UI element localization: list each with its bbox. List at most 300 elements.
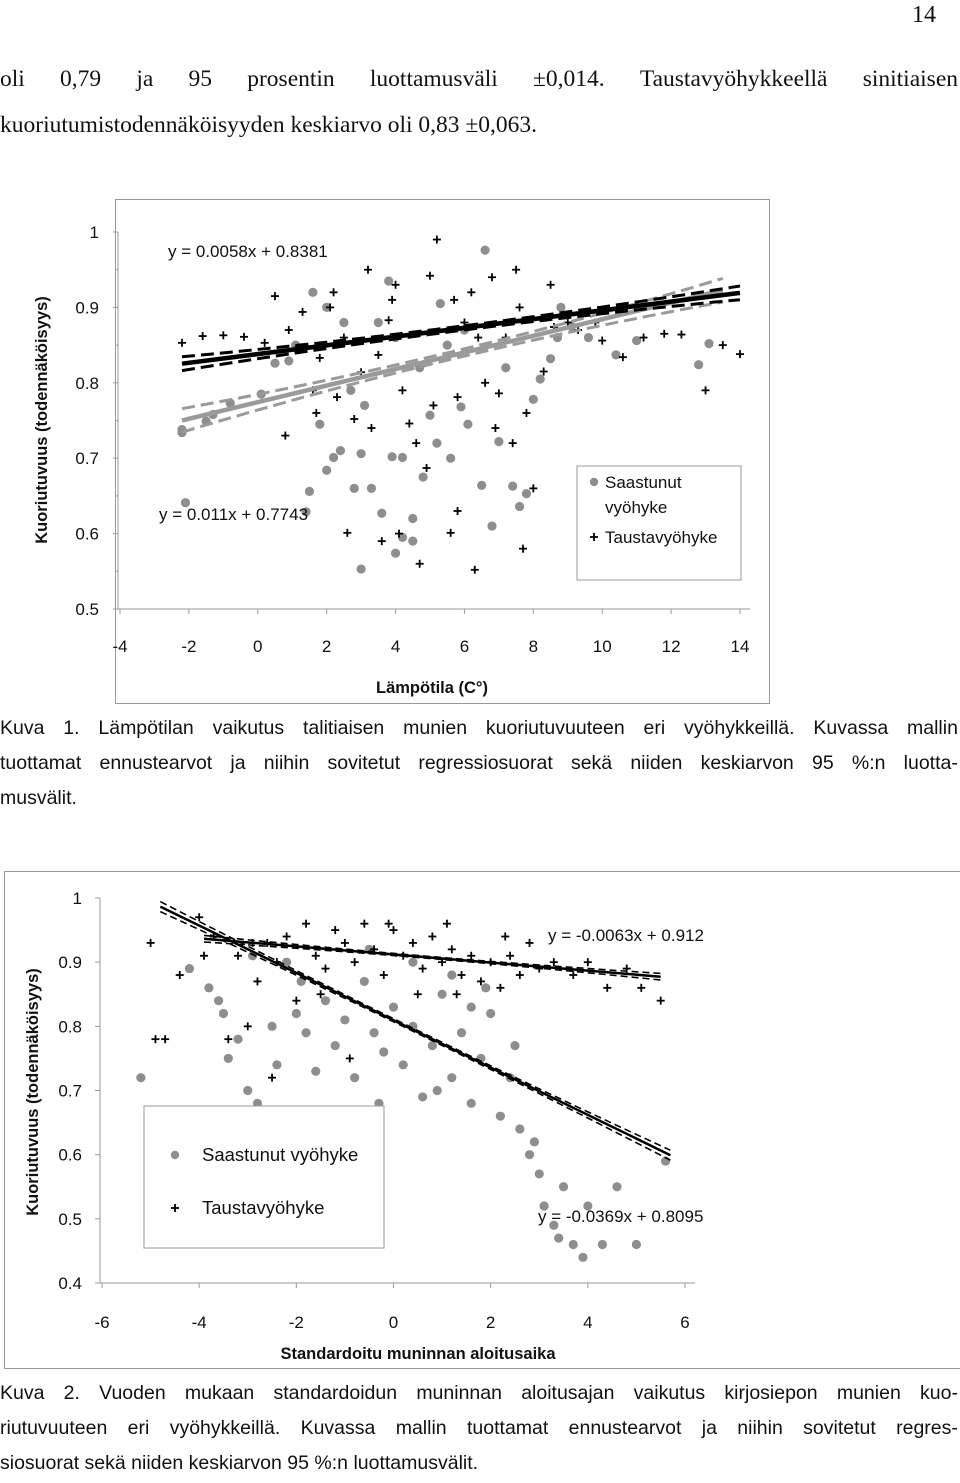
- data-point: [333, 393, 341, 401]
- caption-word: siosuorat: [0, 1452, 80, 1474]
- data-point: [702, 386, 710, 394]
- caption-line: [0, 746, 958, 781]
- data-point: [512, 266, 520, 274]
- data-point: [398, 386, 406, 394]
- data-point: [526, 939, 534, 947]
- data-point: [244, 1022, 252, 1030]
- data-point: [437, 990, 446, 999]
- data-point: [176, 971, 184, 979]
- legend-box: [144, 1106, 384, 1248]
- data-point: [447, 970, 456, 979]
- figure-1-chart: [0, 0, 960, 720]
- data-point: [284, 356, 293, 365]
- data-point: [308, 288, 317, 297]
- caption-word: munien: [836, 1382, 901, 1404]
- data-point: [253, 977, 261, 985]
- data-point: [477, 481, 486, 490]
- y-tick-label: 1: [89, 223, 99, 242]
- data-point: [292, 1009, 301, 1018]
- data-point: [496, 1112, 505, 1121]
- data-point: [340, 1015, 349, 1024]
- data-point: [408, 537, 417, 546]
- legend-label: Taustavyöhyke: [605, 528, 718, 547]
- caption-word: talitiaisen: [302, 717, 385, 739]
- data-point: [388, 296, 396, 304]
- data-point: [536, 374, 545, 383]
- data-point: [151, 1035, 159, 1043]
- data-point: [214, 996, 223, 1005]
- y-tick-label: 0.4: [58, 1274, 82, 1293]
- data-point: [454, 507, 462, 515]
- caption-word: vyöhykkeillä.: [169, 1417, 281, 1439]
- caption-word: vaikutus: [633, 1382, 706, 1404]
- data-point: [224, 1054, 233, 1063]
- data-point: [357, 564, 366, 573]
- caption-word: standardoidun: [273, 1382, 398, 1404]
- data-point: [419, 965, 427, 973]
- data-point: [331, 926, 339, 934]
- data-point: [272, 1060, 281, 1069]
- legend-marker-dot: [171, 1151, 179, 1159]
- legend-label: Taustavyöhyke: [202, 1197, 325, 1218]
- data-point: [343, 529, 351, 537]
- x-tick-label: 8: [528, 637, 539, 656]
- caption-line: [0, 1376, 958, 1411]
- regression-equation: y = 0.0058x + 0.8381: [168, 242, 328, 261]
- body-line-2: kuoriutumistodennäköisyyden keskiarvo oli 0,83 ±0,063.: [0, 112, 538, 138]
- data-point: [584, 958, 592, 966]
- figure-2-chart: [0, 870, 960, 1370]
- x-tick-label: -2: [181, 637, 197, 656]
- x-tick-label: 6: [680, 1313, 690, 1332]
- caption-word: niiden: [131, 1452, 184, 1474]
- x-tick-label: 14: [730, 637, 750, 656]
- x-tick-label: -6: [94, 1313, 110, 1332]
- caption-word: niiden: [630, 752, 683, 774]
- data-point: [271, 292, 279, 300]
- data-point: [598, 337, 606, 345]
- data-point: [569, 971, 577, 979]
- caption-word: muninnan: [416, 1382, 502, 1404]
- data-point: [412, 439, 420, 447]
- data-point: [305, 487, 314, 496]
- data-point: [488, 273, 496, 281]
- data-point: [419, 472, 428, 481]
- data-point: [529, 395, 538, 404]
- data-point: [224, 1035, 232, 1043]
- legend-label: Saastunut vyöhyke: [605, 473, 682, 517]
- data-point: [522, 409, 530, 417]
- y-tick-label: 0.8: [75, 373, 99, 393]
- data-point: [405, 420, 413, 428]
- data-point: [547, 281, 555, 289]
- caption-word: keskiarvon: [700, 752, 794, 774]
- y-axis-title: Kuoriutuvuus (todennäköisyys): [24, 968, 42, 1216]
- data-point: [385, 316, 393, 324]
- data-point: [185, 964, 194, 973]
- figure-1-caption: [0, 711, 958, 816]
- x-tick-label: 0: [388, 1313, 399, 1332]
- data-point: [632, 1240, 641, 1249]
- data-point: [322, 466, 331, 475]
- caption-word: ja: [230, 752, 246, 774]
- data-point: [408, 514, 417, 523]
- data-point: [529, 484, 537, 492]
- data-point: [719, 341, 727, 349]
- data-point: [509, 439, 517, 447]
- data-point: [433, 1086, 442, 1095]
- caption-word: tuottamat: [467, 1417, 549, 1439]
- data-point: [578, 1253, 587, 1262]
- data-point: [506, 952, 514, 960]
- data-point: [398, 453, 407, 462]
- data-point: [379, 1047, 388, 1056]
- data-point: [448, 945, 456, 953]
- caption-line: [0, 781, 958, 816]
- caption-word: eri: [127, 1417, 150, 1439]
- data-point: [331, 1041, 340, 1050]
- y-tick-label: 1: [72, 889, 82, 908]
- data-point: [487, 521, 496, 530]
- data-point: [315, 420, 324, 429]
- data-point: [312, 952, 320, 960]
- data-point: [367, 484, 376, 493]
- data-point: [360, 401, 369, 410]
- data-point: [341, 939, 349, 947]
- legend-marker-dot: [590, 478, 598, 486]
- data-point: [408, 958, 417, 967]
- data-point: [550, 958, 558, 966]
- caption-word: Kuva: [0, 717, 45, 739]
- data-point: [378, 537, 386, 545]
- data-point: [603, 984, 611, 992]
- caption-word: kuo-: [920, 1382, 958, 1404]
- caption-word: Kuvassa: [813, 717, 889, 739]
- data-point: [374, 318, 383, 327]
- data-point: [447, 529, 455, 537]
- data-point: [436, 299, 445, 308]
- y-tick-label: 0.7: [75, 449, 99, 469]
- data-point: [195, 913, 203, 921]
- data-point: [677, 331, 685, 339]
- data-point: [443, 341, 452, 350]
- y-tick-label: 0.7: [58, 1081, 82, 1101]
- x-tick-label: 0: [253, 637, 263, 656]
- data-point: [388, 452, 397, 461]
- caption-word: niihin: [737, 1417, 783, 1439]
- caption-word: Kuva: [0, 1382, 45, 1404]
- caption-word: 95: [287, 1452, 309, 1474]
- data-point: [234, 952, 242, 960]
- data-point: [491, 424, 499, 432]
- data-point: [302, 920, 310, 928]
- caption-line: [0, 711, 958, 746]
- data-point: [486, 1009, 495, 1018]
- data-point: [463, 420, 472, 429]
- data-point: [351, 958, 359, 966]
- caption-word: mallin: [395, 1417, 447, 1439]
- regression-equation: y = 0.011x + 0.7743: [159, 505, 309, 524]
- data-point: [450, 296, 458, 304]
- caption-word: tuottamat: [0, 752, 82, 774]
- caption-word: niihin: [263, 752, 310, 774]
- caption-word: keskiarvon: [188, 1452, 282, 1474]
- caption-word: ja: [701, 1417, 717, 1439]
- data-point: [515, 502, 524, 511]
- x-tick-label: 12: [661, 637, 681, 656]
- data-point: [350, 1073, 359, 1082]
- data-point: [285, 326, 293, 334]
- caption-word: mallin: [907, 717, 958, 739]
- y-tick-label: 0.5: [58, 1209, 82, 1229]
- data-point: [660, 330, 668, 338]
- data-point: [409, 939, 417, 947]
- data-point: [200, 952, 208, 960]
- data-point: [147, 939, 155, 947]
- caption-word: aloitusajan: [521, 1382, 615, 1404]
- data-point: [474, 334, 482, 342]
- data-point: [377, 509, 386, 518]
- caption-word: riutuvuuteen: [0, 1417, 108, 1439]
- data-point: [204, 983, 213, 992]
- caption-word: luottamusvälit.: [353, 1452, 479, 1474]
- data-point: [637, 984, 645, 992]
- data-point: [525, 1150, 534, 1159]
- confidence-band: [182, 300, 740, 371]
- data-point: [418, 1092, 427, 1101]
- data-point: [428, 933, 436, 941]
- data-point: [350, 415, 358, 423]
- data-point: [299, 308, 307, 316]
- caption-word: mukaan: [184, 1382, 255, 1404]
- body-word: 95: [188, 66, 213, 92]
- caption-word: %:n: [314, 1452, 349, 1474]
- y-tick-label: 0.6: [58, 1145, 82, 1165]
- data-point: [433, 236, 441, 244]
- data-point: [598, 1240, 607, 1249]
- data-point: [423, 464, 431, 472]
- data-point: [391, 549, 400, 558]
- data-point: [399, 1060, 408, 1069]
- x-axis-title: Lämpötila (C°): [375, 679, 489, 697]
- data-point: [199, 332, 207, 340]
- body-word: oli: [0, 66, 25, 92]
- data-point: [367, 424, 375, 432]
- data-point: [346, 1054, 354, 1062]
- regression-equation: y = -0.0369x + 0.8095: [538, 1207, 704, 1226]
- data-point: [389, 1002, 398, 1011]
- data-point: [219, 1009, 228, 1018]
- body-word: Taustavyöhykkeellä: [639, 66, 828, 92]
- caption-word: kirjosiepon: [724, 1382, 818, 1404]
- data-point: [546, 354, 555, 363]
- body-word: 0,79: [60, 66, 102, 92]
- body-word: sinitiaisen: [862, 66, 958, 92]
- caption-word: luotta-: [903, 752, 958, 774]
- data-point: [178, 339, 186, 347]
- data-point: [446, 454, 455, 463]
- x-tick-label: 6: [459, 637, 470, 656]
- data-point: [443, 920, 451, 928]
- data-point: [426, 272, 434, 280]
- data-point: [736, 350, 744, 358]
- caption-line: [0, 1411, 958, 1446]
- data-point: [425, 411, 434, 420]
- data-point: [301, 1028, 310, 1037]
- caption-word: eri: [643, 717, 666, 739]
- data-point: [312, 409, 320, 417]
- data-point: [481, 379, 489, 387]
- data-point: [519, 545, 527, 553]
- data-point: [458, 971, 466, 979]
- body-word: prosentin: [247, 66, 335, 92]
- data-point: [268, 1074, 276, 1082]
- data-point: [535, 1169, 544, 1178]
- caption-word: regressiosuorat: [418, 752, 553, 774]
- data-point: [432, 439, 441, 448]
- caption-word: vyöhykkeillä.: [684, 717, 795, 739]
- data-point: [219, 331, 227, 339]
- caption-word: Vuoden: [99, 1382, 166, 1404]
- caption-word: sekä: [570, 752, 613, 774]
- data-point: [428, 1041, 437, 1050]
- data-point: [516, 303, 524, 311]
- data-point: [481, 245, 490, 254]
- data-point: [283, 933, 291, 941]
- data-point: [467, 952, 475, 960]
- data-point: [456, 402, 465, 411]
- body-word: ja: [136, 66, 154, 92]
- x-tick-label: -4: [112, 637, 128, 656]
- data-point: [657, 997, 665, 1005]
- confidence-band: [182, 302, 723, 432]
- data-point: [704, 339, 713, 348]
- data-point: [467, 288, 475, 296]
- data-point: [270, 359, 279, 368]
- data-point: [329, 453, 338, 462]
- x-tick-label: -4: [191, 1313, 207, 1332]
- data-point: [364, 266, 372, 274]
- caption-word: ennustearvot: [99, 752, 213, 774]
- data-point: [281, 432, 289, 440]
- body-word: luottamusväli: [369, 66, 498, 92]
- data-point: [481, 983, 490, 992]
- data-point: [694, 360, 703, 369]
- data-point: [267, 1022, 276, 1031]
- caption-word: musvälit.: [0, 787, 77, 809]
- data-point: [357, 449, 366, 458]
- data-point: [496, 984, 504, 992]
- x-axis-title: Standardoitu muninnan aloitusaika: [280, 1345, 556, 1363]
- data-point: [385, 920, 393, 928]
- data-point: [316, 354, 324, 362]
- data-point: [339, 318, 348, 327]
- data-point: [429, 401, 437, 409]
- data-point: [508, 481, 517, 490]
- caption-word: sovitetut: [803, 1417, 876, 1439]
- y-axis-title: Kuoriutuvuus (todennäköisyys): [33, 296, 51, 544]
- x-tick-label: -2: [288, 1313, 304, 1332]
- data-point: [161, 1035, 169, 1043]
- data-point: [233, 1035, 242, 1044]
- body-word: ±0,014.: [533, 66, 605, 92]
- data-point: [261, 339, 269, 347]
- data-point: [494, 437, 503, 446]
- caption-word: munien: [403, 717, 468, 739]
- data-point: [447, 1073, 456, 1082]
- caption-word: Lämpötilan: [98, 717, 194, 739]
- x-tick-label: 4: [390, 637, 401, 656]
- caption-word: 1.: [63, 717, 80, 739]
- data-point: [510, 1041, 519, 1050]
- data-point: [311, 1067, 320, 1076]
- caption-word: 2.: [63, 1382, 80, 1404]
- data-point: [569, 1240, 578, 1249]
- caption-word: sekä: [84, 1452, 126, 1474]
- data-point: [454, 393, 462, 401]
- data-point: [530, 1137, 539, 1146]
- data-point: [336, 446, 345, 455]
- y-tick-label: 0.6: [75, 524, 99, 544]
- caption-word: Kuvassa: [300, 1417, 376, 1439]
- x-tick-label: 2: [321, 637, 332, 656]
- data-point: [453, 990, 461, 998]
- data-point: [240, 333, 248, 341]
- data-point: [414, 990, 422, 998]
- data-point: [360, 977, 369, 986]
- data-point: [515, 1124, 524, 1133]
- data-point: [369, 1028, 378, 1037]
- data-point: [584, 333, 593, 342]
- caption-word: kuoriutuvuuteen: [485, 717, 625, 739]
- data-point: [321, 965, 329, 973]
- data-point: [136, 1073, 145, 1082]
- x-tick-label: 4: [583, 1313, 593, 1332]
- y-tick-label: 0.8: [58, 1017, 82, 1037]
- y-tick-label: 0.9: [58, 953, 82, 973]
- data-point: [522, 489, 531, 498]
- data-point: [501, 933, 509, 941]
- data-point: [243, 1086, 252, 1095]
- data-point: [516, 971, 524, 979]
- data-point: [540, 367, 548, 375]
- y-tick-label: 0.5: [75, 600, 99, 619]
- x-tick-label: 2: [485, 1313, 496, 1332]
- data-point: [611, 350, 620, 359]
- caption-word: 95: [811, 752, 834, 774]
- data-point: [380, 971, 388, 979]
- data-point: [495, 389, 503, 397]
- caption-word: vaikutus: [212, 717, 285, 739]
- figure-2-caption: [0, 1376, 958, 1481]
- caption-word: regres-: [896, 1417, 958, 1439]
- caption-word: sovitetut: [327, 752, 401, 774]
- data-point: [554, 1233, 563, 1242]
- caption-word: ennustearvot: [568, 1417, 682, 1439]
- data-point: [612, 1182, 621, 1191]
- regression-equation: y = -0.0063x + 0.912: [548, 926, 704, 945]
- data-point: [556, 303, 565, 312]
- data-point: [321, 996, 330, 1005]
- data-point: [559, 1182, 568, 1191]
- legend-label: Saastunut vyöhyke: [202, 1144, 359, 1165]
- x-tick-label: 10: [592, 637, 612, 656]
- data-point: [360, 920, 368, 928]
- data-point: [501, 363, 510, 372]
- data-point: [346, 386, 355, 395]
- data-point: [350, 484, 359, 493]
- data-point: [292, 997, 300, 1005]
